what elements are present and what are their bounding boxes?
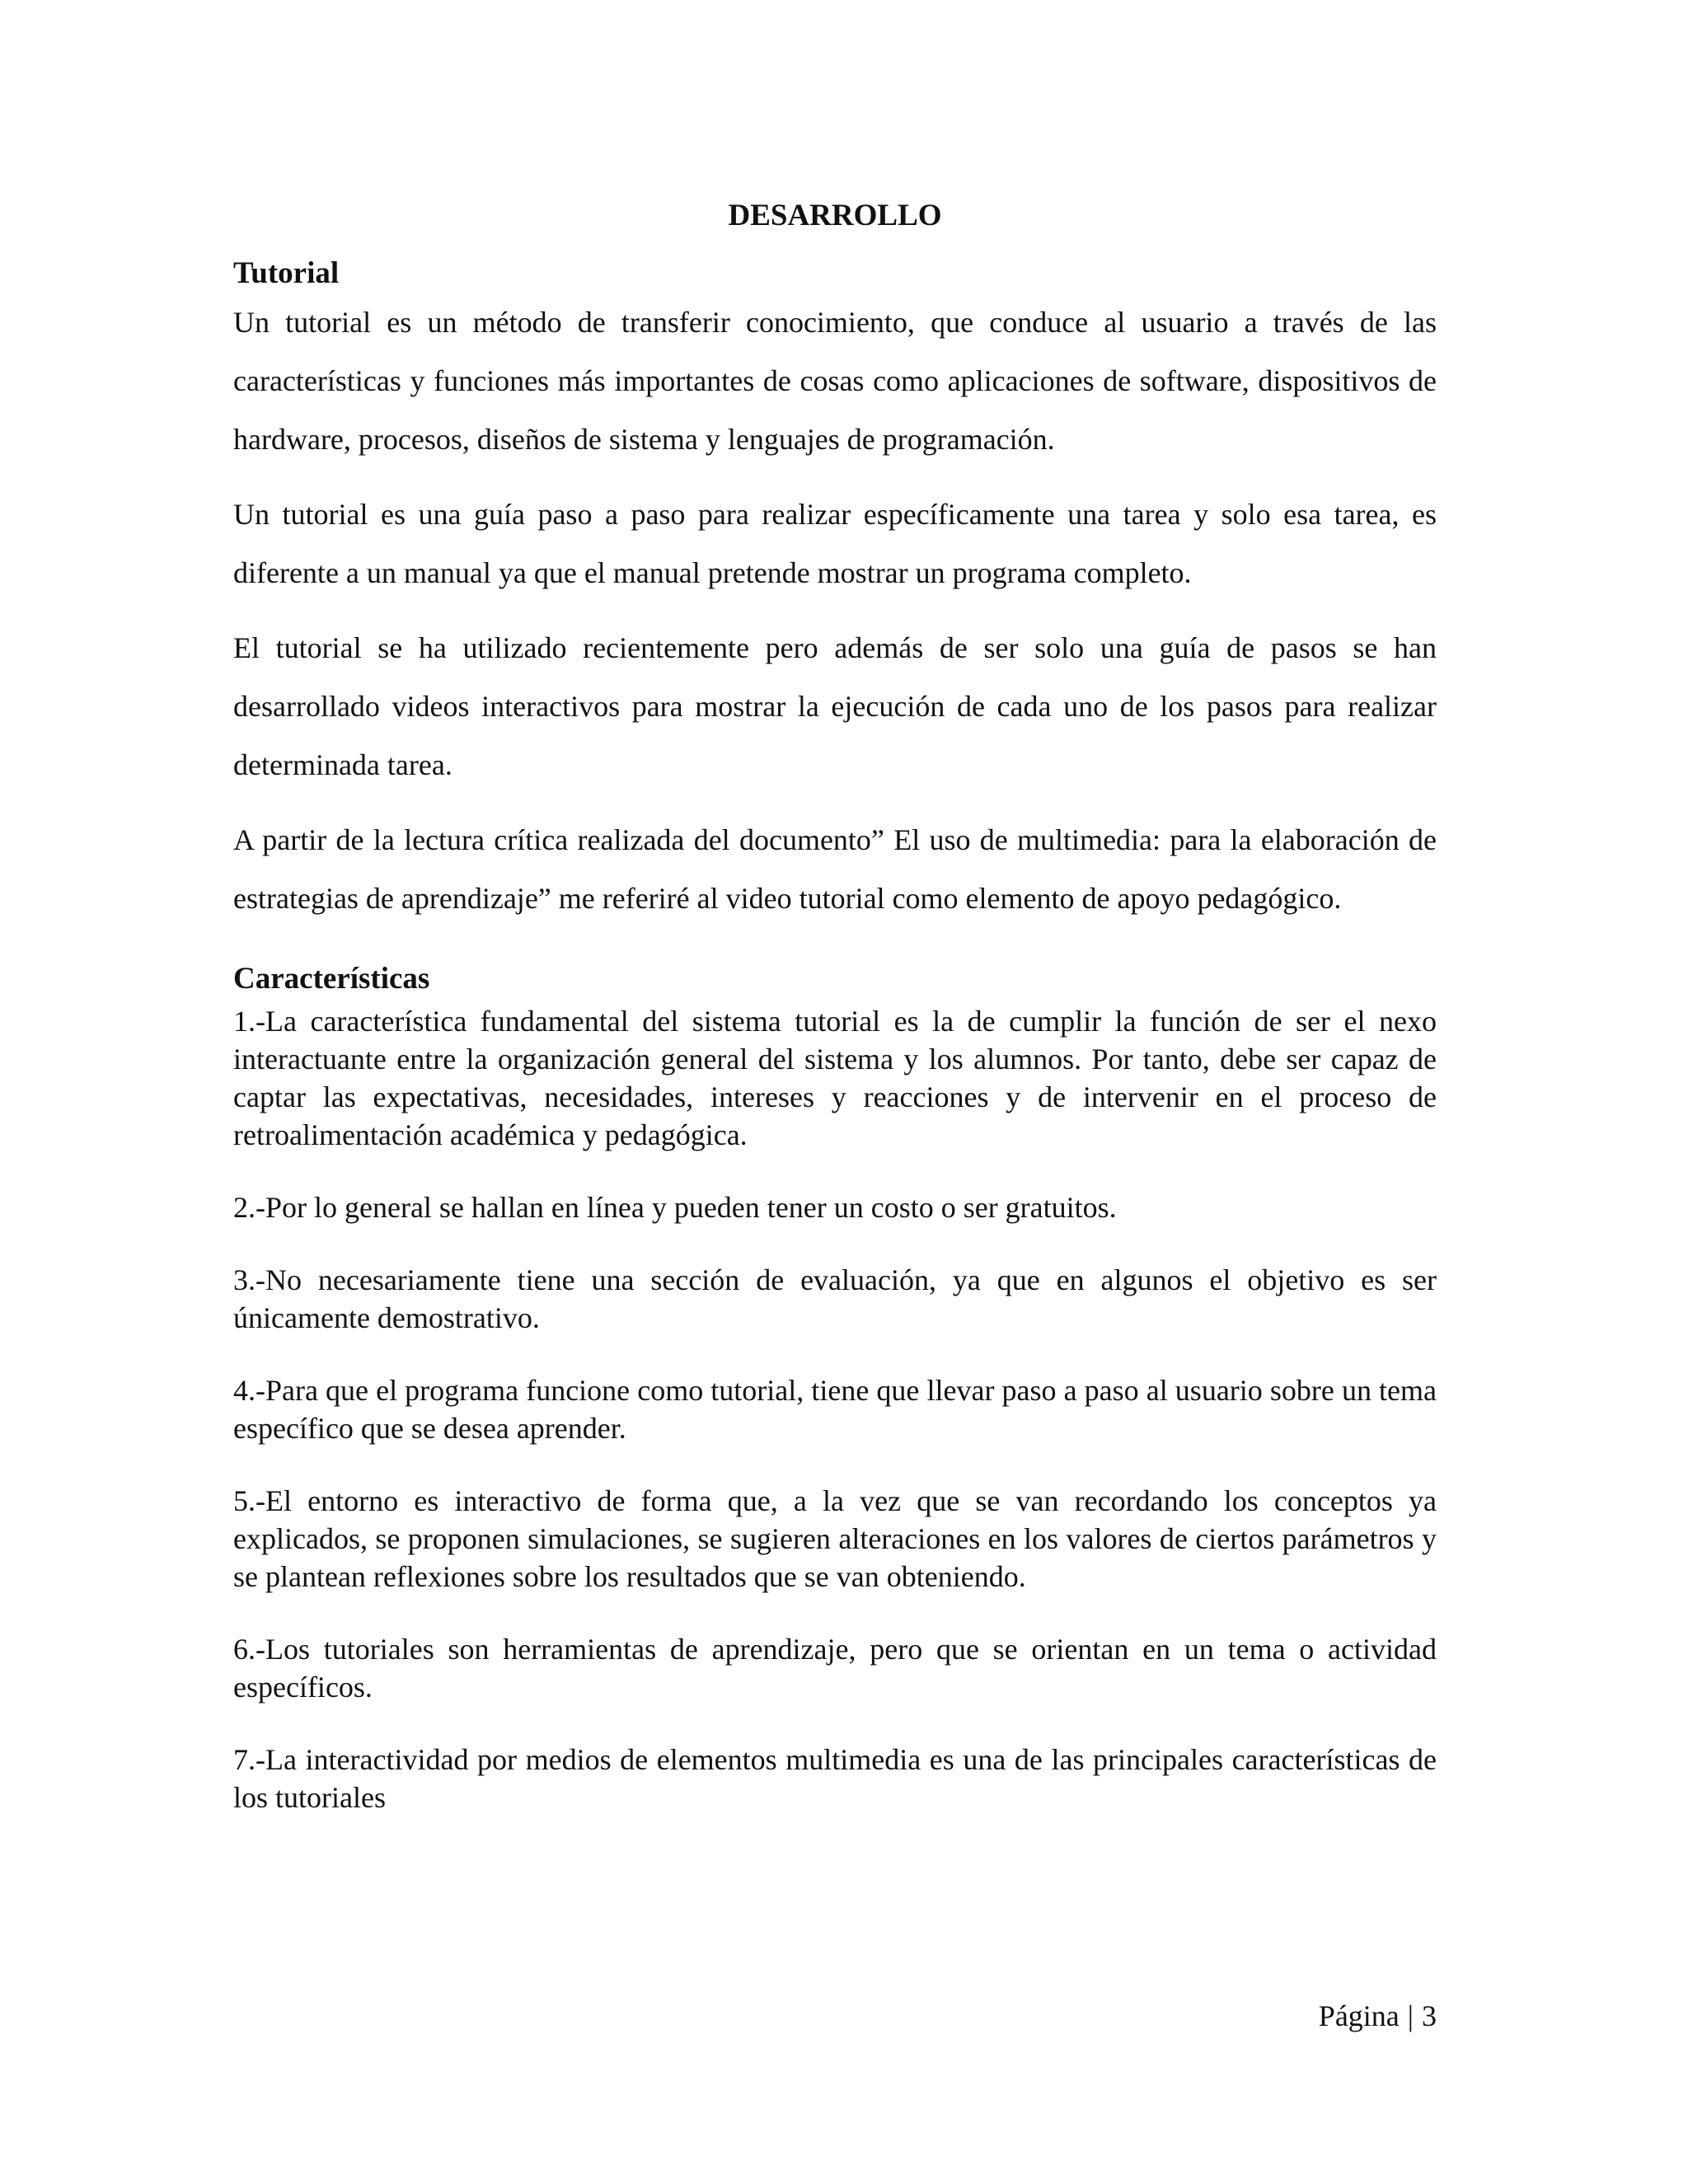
list-item: 4.-Para que el programa funcione como tutorial, tiene que llevar paso a paso al usuario sobre un tema específico que se desea aprender.	[233, 1374, 1437, 1445]
tutorial-paragraph: Un tutorial es una guía paso a paso para realizar específicamente una tarea y solo esa tarea, es diferente a un manual ya que el manual pretende mostrar un programa completo.	[233, 498, 1437, 589]
page-content	[233, 183, 1437, 1816]
tutorial-paragraph: Un tutorial es un método de transferir conocimiento, que conduce al usuario a través de las características y funciones más importantes de cosas como aplicaciones de software, dispositivos de hardware, procesos, diseños de sistema y lenguajes de programación.	[233, 306, 1437, 456]
section-heading-caracteristicas: Características	[233, 962, 430, 996]
section-heading-tutorial: Tutorial	[233, 256, 340, 290]
tutorial-paragraph: A partir de la lectura crítica realizada del documento” El uso de multimedia: para la elaboración de estrategias de aprendizaje” me referiré al video tutorial como elemento de apoyo pedagógico.	[233, 823, 1437, 915]
list-item: 5.-El entorno es interactivo de forma que, a la vez que se van recordando los conceptos ya explicados, se proponen simulaciones, se sugieren alteraciones en los valores de ciertos parámetros y se plantean reflexiones sobre los resultados que se van obteniendo.	[233, 1484, 1437, 1593]
page-number: 3	[1422, 1999, 1437, 2032]
page-footer	[1236, 1997, 1437, 2035]
page-title: DESARROLLO	[728, 199, 942, 232]
list-item: 6.-Los tutoriales son herramientas de aprendizaje, pero que se orientan en un tema o actividad específicos.	[233, 1633, 1437, 1704]
list-item: 3.-No necesariamente tiene una sección de evaluación, ya que en algunos el objetivo es ser únicamente demostrativo.	[233, 1263, 1437, 1334]
page-label: Página	[1318, 1999, 1400, 2032]
list-item: 1.-La característica fundamental del sistema tutorial es la de cumplir la función de ser el nexo interactuante entre la organización general del sistema y los alumnos. Por tanto, debe ser capaz de captar las expectativas, necesidades, intereses y reacciones y de intervenir en el proceso de retroalimentación académica y pedagógica.	[233, 1005, 1437, 1151]
page-separator: |	[1407, 1999, 1414, 2032]
list-item: 2.-Por lo general se hallan en línea y pueden tener un costo o ser gratuitos.	[233, 1191, 1117, 1224]
tutorial-paragraph: El tutorial se ha utilizado recientemente pero además de ser solo una guía de pasos se han desarrollado videos interactivos para mostrar la ejecución de cada uno de los pasos para realizar determinada tarea.	[233, 631, 1437, 781]
list-item: 7.-La interactividad por medios de elementos multimedia es una de las principales características de los tutoriales	[233, 1743, 1437, 1814]
